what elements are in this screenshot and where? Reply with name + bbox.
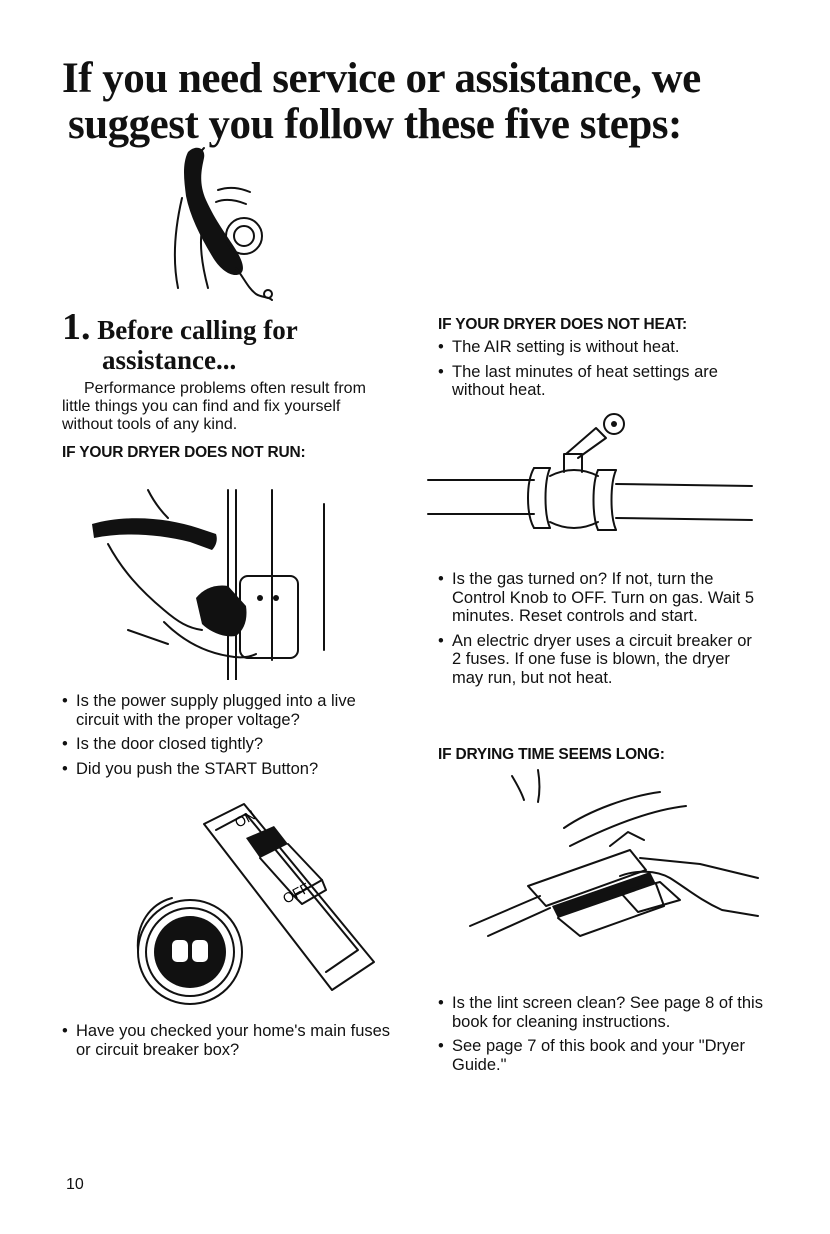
- plug-outlet-illustration: [88, 480, 338, 680]
- step-1-intro: Performance problems often result from little things you can find and fix yourself without tools of any kind.: [62, 380, 366, 433]
- page-number: 10: [66, 1176, 84, 1193]
- list-item: • See page 7 of this book and your "Dryer Guide.": [438, 1037, 768, 1074]
- list-item: • Is the door closed tightly?: [62, 735, 396, 754]
- telephone-illustration: [160, 138, 290, 306]
- fuses-checklist: [62, 1022, 396, 1065]
- breaker-off-label: OFF: [279, 879, 313, 907]
- list-item: • Is the gas turned on? If not, turn the Control Knob to OFF. Turn on gas. Wait 5 minutes. Reset controls and start.: [438, 570, 764, 626]
- list-item: • Is the power supply plugged into a live circuit with the proper voltage?: [62, 692, 396, 729]
- gas-valve-illustration: [426, 410, 756, 540]
- breaker-on-label: ON: [231, 806, 258, 831]
- heading-drying-time-long: IF DRYING TIME SEEMS LONG:: [438, 746, 665, 763]
- no-run-checklist: [62, 692, 396, 784]
- heading-dryer-does-not-heat: IF YOUR DRYER DOES NOT HEAT:: [438, 316, 688, 333]
- list-item: • Did you push the START Button?: [62, 760, 396, 779]
- headline-line-2: suggest you follow these five steps:: [68, 101, 682, 148]
- heading-dryer-does-not-run: IF YOUR DRYER DOES NOT RUN:: [62, 444, 306, 461]
- list-item: • Is the lint screen clean? See page 8 of this book for cleaning instructions.: [438, 994, 768, 1031]
- gas-electric-checklist: [438, 570, 764, 693]
- lint-screen-illustration: [460, 766, 760, 956]
- headline-line-1: If you need service or assistance, we: [62, 55, 701, 102]
- breaker-fuse-illustration: [126, 800, 376, 1010]
- no-heat-checklist: [438, 338, 764, 406]
- long-drying-checklist: [438, 994, 768, 1080]
- step-title-line-1: Before calling for: [97, 315, 298, 345]
- step-number: 1.: [62, 306, 91, 348]
- list-item: • The AIR setting is without heat.: [438, 338, 764, 357]
- page-headline: [62, 56, 802, 148]
- step-title-line-2: assistance...: [102, 345, 237, 375]
- list-item: • Have you checked your home's main fuses or circuit breaker box?: [62, 1022, 396, 1059]
- list-item: • An electric dryer uses a circuit breaker or 2 fuses. If one fuse is blown, the dryer may run, but not heat.: [438, 632, 764, 688]
- list-item: • The last minutes of heat settings are without heat.: [438, 363, 764, 400]
- step-1-title: [62, 306, 392, 375]
